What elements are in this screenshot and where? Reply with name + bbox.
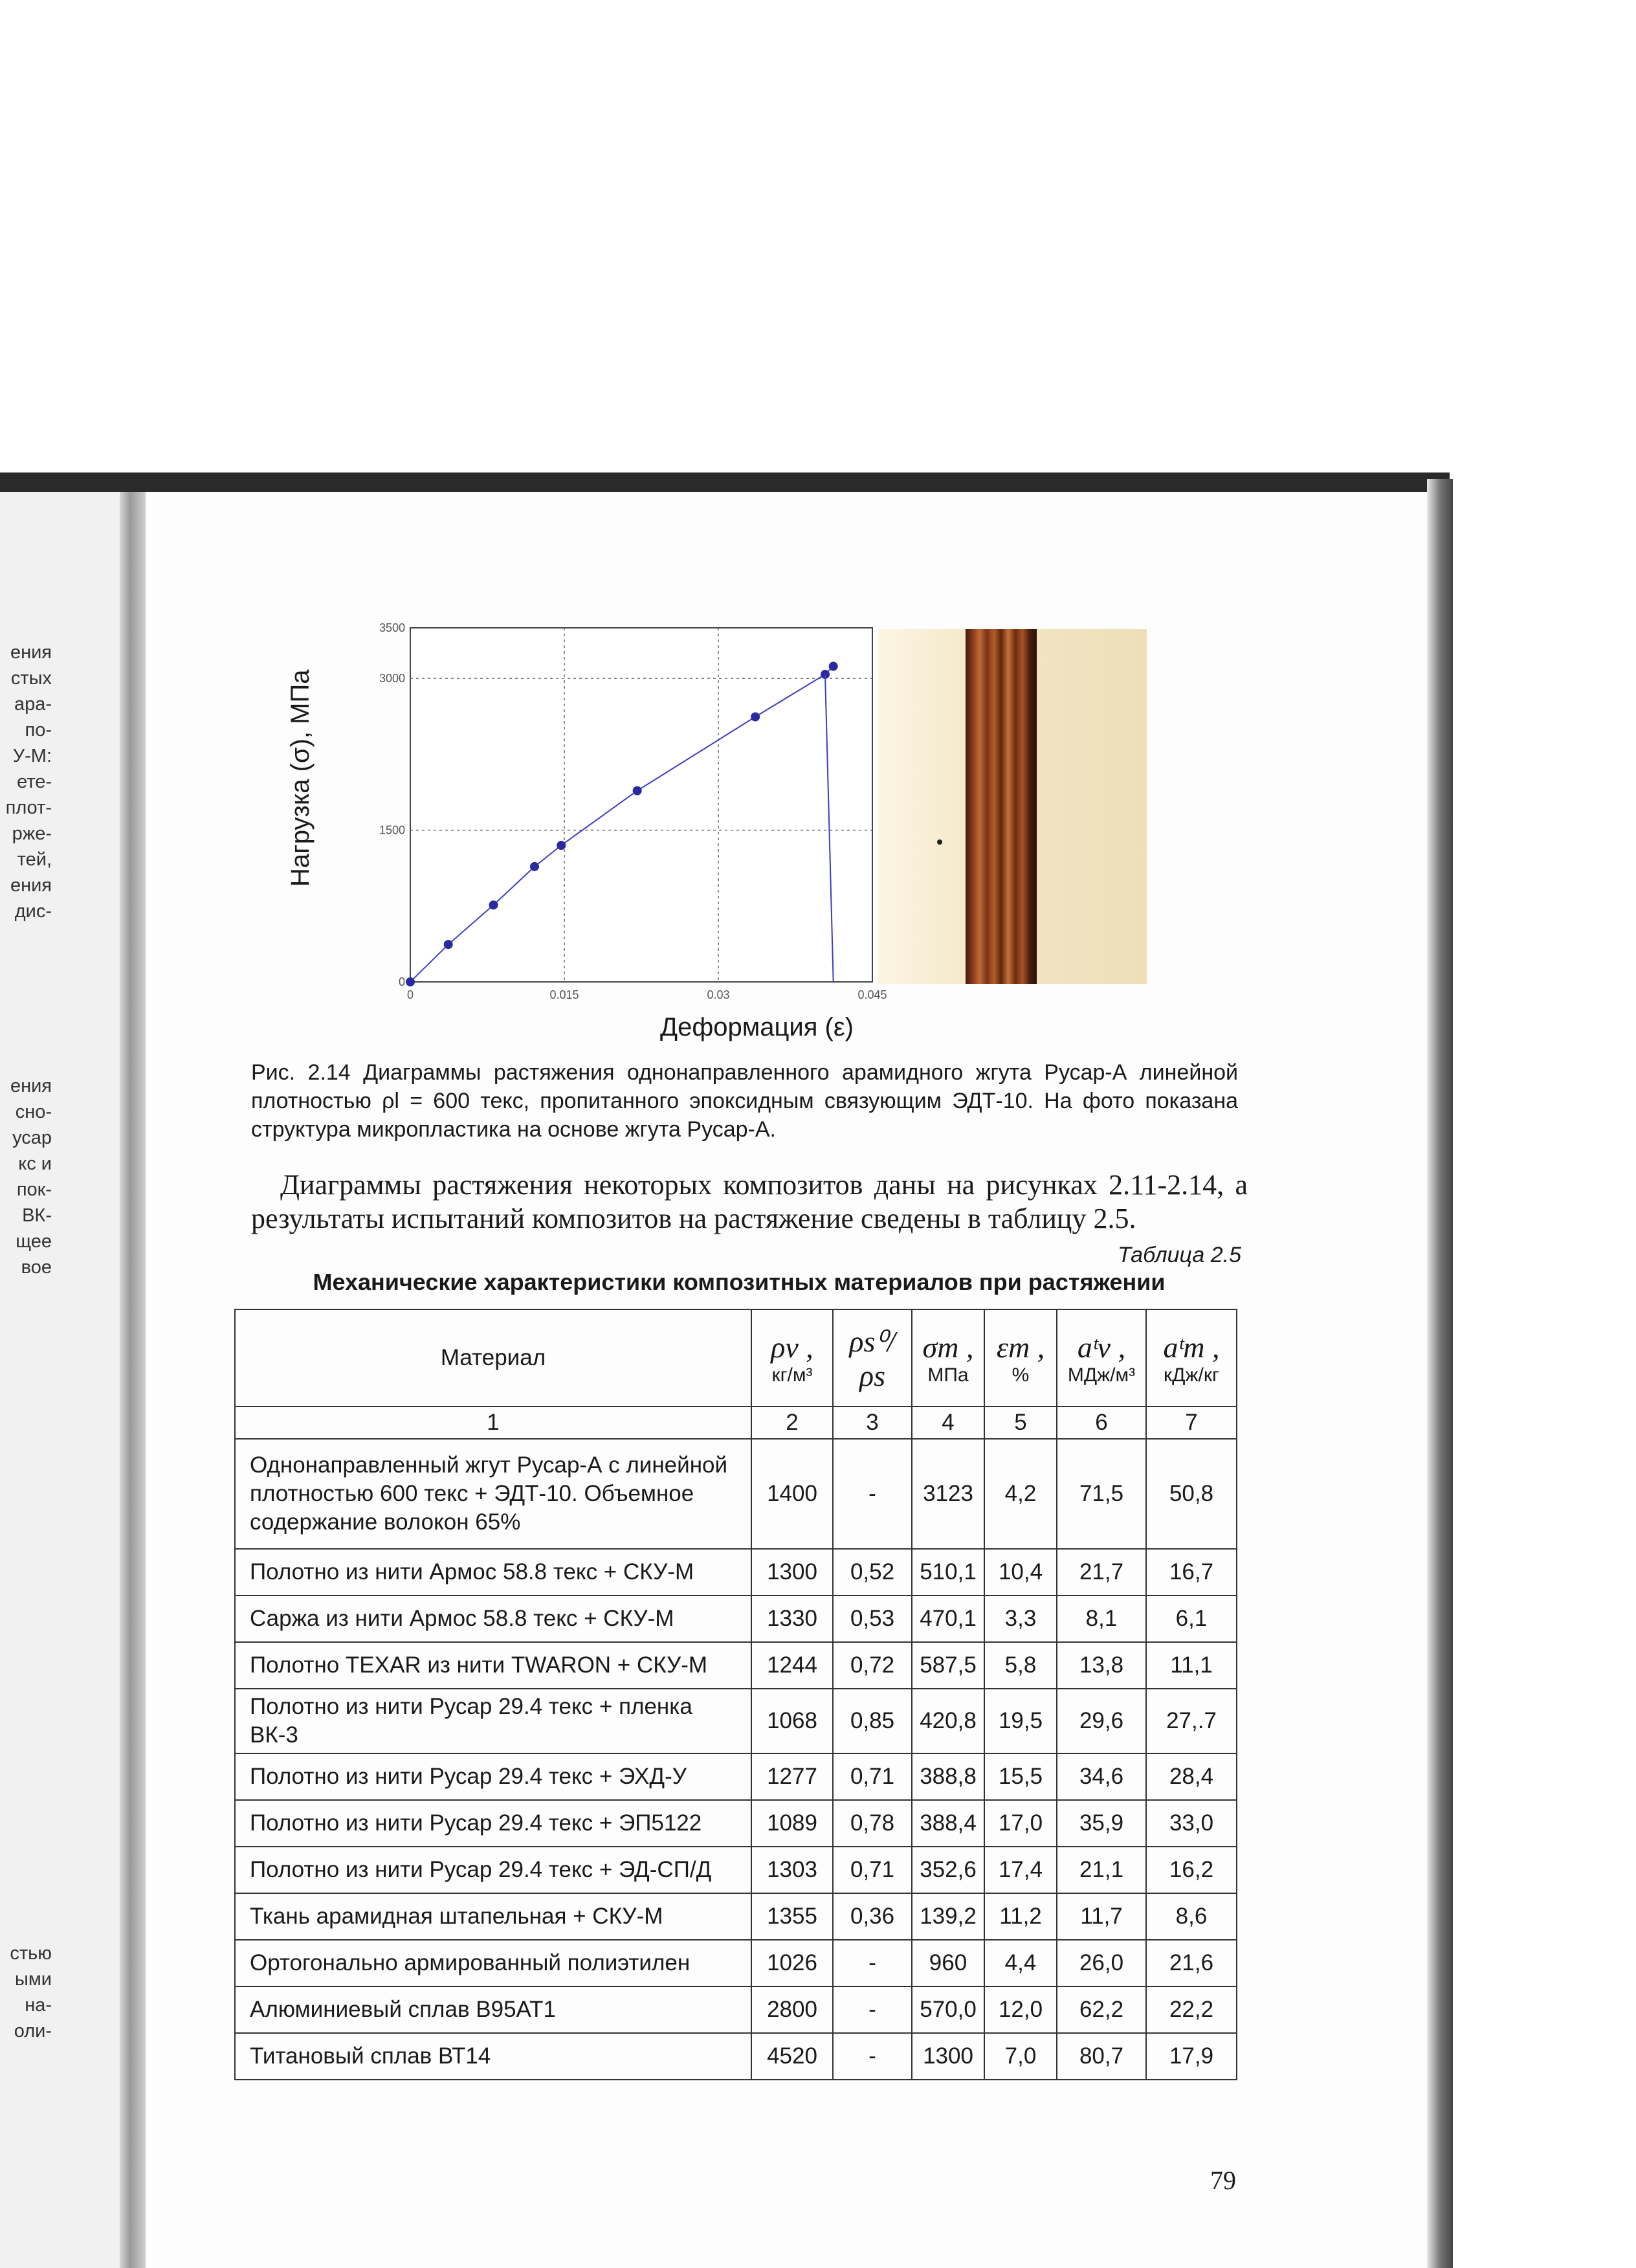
header-strain-symbol: εm , bbox=[996, 1330, 1045, 1364]
material-cell: Титановый сплав ВТ14 bbox=[235, 2033, 751, 2080]
header-density bbox=[751, 1309, 833, 1406]
value-cell: 11,1 bbox=[1146, 1642, 1237, 1689]
value-cell: 4,2 bbox=[984, 1439, 1057, 1549]
column-number: 3 bbox=[833, 1406, 912, 1439]
value-cell: 470,1 bbox=[912, 1595, 984, 1642]
value-cell: 13,8 bbox=[1057, 1642, 1146, 1689]
chart-x-tick-label: 0.03 bbox=[707, 988, 730, 1001]
book-right-edge bbox=[1427, 479, 1453, 2268]
value-cell: - bbox=[833, 1439, 912, 1549]
left-page-fragment: ения bbox=[10, 875, 52, 896]
table-label: Таблица 2.5 bbox=[1118, 1243, 1241, 1267]
chart-x-axis-label: Деформация (ε) bbox=[660, 1013, 854, 1041]
material-cell: Полотно из нити Армос 58.8 текс + СКУ-М bbox=[235, 1549, 751, 1595]
left-page-fragment: ыми bbox=[15, 1969, 52, 1990]
material-cell: Саржа из нити Армос 58.8 текс + СКУ-М bbox=[235, 1595, 751, 1642]
value-cell: 8,1 bbox=[1057, 1595, 1146, 1642]
chart-x-tick-label: 0 bbox=[406, 988, 414, 1001]
material-cell: Полотно TEXAR из нити TWARON + СКУ-М bbox=[235, 1642, 751, 1689]
material-cell: Ткань арамидная штапельная + СКУ-М bbox=[235, 1893, 751, 1940]
value-cell: 960 bbox=[912, 1940, 984, 1986]
value-cell: 0,71 bbox=[833, 1847, 912, 1893]
column-number: 6 bbox=[1057, 1406, 1146, 1439]
value-cell: 1355 bbox=[751, 1893, 833, 1940]
value-cell: 1400 bbox=[751, 1439, 833, 1549]
value-cell: 22,2 bbox=[1146, 1986, 1237, 2033]
column-number: 5 bbox=[984, 1406, 1057, 1439]
left-page-fragment: оли- bbox=[14, 2021, 52, 2041]
chart-data-point bbox=[557, 841, 566, 850]
value-cell: 420,8 bbox=[912, 1689, 984, 1753]
value-cell: 1089 bbox=[751, 1800, 833, 1847]
value-cell: - bbox=[833, 1940, 912, 1986]
value-cell: 10,4 bbox=[984, 1549, 1057, 1595]
left-page-fragment: ВК- bbox=[22, 1205, 52, 1226]
chart-data-point bbox=[633, 786, 642, 795]
left-page-fragment: сно- bbox=[15, 1102, 52, 1122]
chart-y-axis-label: Нагрузка (σ), МПа bbox=[286, 669, 315, 887]
chart-x-tick-label: 0.045 bbox=[857, 988, 887, 1001]
table-row bbox=[235, 1940, 1237, 1986]
table-title: Механические характеристики композитных материалов при растяжении bbox=[313, 1269, 1166, 1295]
left-page-fragment: стых bbox=[10, 668, 52, 689]
header-density-symbol: ρv , bbox=[771, 1330, 813, 1364]
value-cell: 17,4 bbox=[984, 1847, 1057, 1893]
value-cell: 388,4 bbox=[912, 1800, 984, 1847]
chart-x-tick-label: 0.015 bbox=[549, 988, 579, 1001]
header-energy-volume-unit: МДж/м³ bbox=[1067, 1364, 1136, 1386]
body-paragraph: Диаграммы растяжения некоторых композитов даны на рисунках 2.11-2.14, а результаты испытаний композитов на растяжение сведены в таблицу 2.5. bbox=[251, 1169, 1248, 1234]
chart-data-point bbox=[751, 713, 760, 722]
value-cell: 7,0 bbox=[984, 2033, 1057, 2080]
value-cell: 28,4 bbox=[1146, 1753, 1237, 1800]
header-density-ratio bbox=[833, 1309, 912, 1406]
value-cell: 27,.7 bbox=[1146, 1689, 1237, 1753]
value-cell: 34,6 bbox=[1057, 1753, 1146, 1800]
value-cell: 1300 bbox=[751, 1549, 833, 1595]
figure-caption: Рис. 2.14 Диаграммы растяжения однонаправленного арамидного жгута Русар-А линейной плотностью ρl = 600 текс, пропитанного эпоксидным связующим ЭДТ-10. На фото показана структура микропластика на основе жгута Русар-А. bbox=[251, 1060, 1238, 1142]
header-strength-unit: МПа bbox=[927, 1364, 969, 1386]
column-number: 1 bbox=[235, 1406, 751, 1439]
stress-strain-chart bbox=[324, 612, 893, 1032]
left-page-fragment: усар bbox=[12, 1128, 52, 1148]
left-page-fragment: щее bbox=[16, 1231, 52, 1252]
value-cell: - bbox=[833, 2033, 912, 2080]
chart-data-point bbox=[489, 900, 498, 909]
chart-data-point bbox=[444, 940, 453, 949]
chart-y-tick-label: 0 bbox=[398, 975, 405, 988]
table-row bbox=[235, 2033, 1237, 2080]
left-page-fragment: тей, bbox=[17, 849, 52, 870]
value-cell: 0,53 bbox=[833, 1595, 912, 1642]
left-page-fragment: по- bbox=[25, 720, 52, 740]
value-cell: 3,3 bbox=[984, 1595, 1057, 1642]
mechanical-properties-table bbox=[234, 1309, 1237, 2080]
header-strain-unit: % bbox=[1011, 1364, 1030, 1386]
material-cell: Полотно из нити Русар 29.4 текс + ЭХД-У bbox=[235, 1753, 751, 1800]
column-number: 4 bbox=[912, 1406, 984, 1439]
chart-plot-area bbox=[410, 628, 872, 982]
table-row bbox=[235, 1800, 1237, 1847]
table-row bbox=[235, 1689, 1237, 1753]
value-cell: 12,0 bbox=[984, 1986, 1057, 2033]
value-cell: 15,5 bbox=[984, 1753, 1057, 1800]
left-page-fragment: ете- bbox=[17, 772, 52, 792]
value-cell: 33,0 bbox=[1146, 1800, 1237, 1847]
value-cell: 5,8 bbox=[984, 1642, 1057, 1689]
material-cell: Однонаправленный жгут Русар-А с линейной плотностью 600 текс + ЭДТ-10. Объемное содержание волокон 65% bbox=[235, 1439, 751, 1549]
value-cell: 21,7 bbox=[1057, 1549, 1146, 1595]
left-page-fragment: ара- bbox=[14, 694, 52, 715]
value-cell: 62,2 bbox=[1057, 1986, 1146, 2033]
value-cell: 388,8 bbox=[912, 1753, 984, 1800]
material-cell: Алюминиевый сплав В95АТ1 bbox=[235, 1986, 751, 2033]
value-cell: 0,71 bbox=[833, 1753, 912, 1800]
material-cell: Полотно из нити Русар 29.4 текс + пленка ВК-3 bbox=[235, 1689, 751, 1753]
header-density-unit: кг/м³ bbox=[771, 1364, 813, 1386]
value-cell: 1303 bbox=[751, 1847, 833, 1893]
left-page-fragment: пок- bbox=[16, 1179, 52, 1200]
value-cell: 0,78 bbox=[833, 1800, 912, 1847]
table-row bbox=[235, 1642, 1237, 1689]
value-cell: 1026 bbox=[751, 1940, 833, 1986]
value-cell: 17,9 bbox=[1146, 2033, 1237, 2080]
value-cell: 8,6 bbox=[1146, 1893, 1237, 1940]
header-energy-volume-symbol: aᵗv , bbox=[1077, 1330, 1126, 1364]
chart-y-tick-label: 3500 bbox=[379, 621, 405, 634]
value-cell: 510,1 bbox=[912, 1549, 984, 1595]
value-cell: 0,52 bbox=[833, 1549, 912, 1595]
left-page-fragment: на- bbox=[25, 1995, 52, 2016]
value-cell: 587,5 bbox=[912, 1642, 984, 1689]
left-page-fragment: У-М: bbox=[12, 746, 52, 766]
value-cell: 35,9 bbox=[1057, 1800, 1146, 1847]
value-cell: 1244 bbox=[751, 1642, 833, 1689]
value-cell: 80,7 bbox=[1057, 2033, 1146, 2080]
value-cell: 71,5 bbox=[1057, 1439, 1146, 1549]
header-energy-volume bbox=[1057, 1309, 1146, 1406]
fiber-bundle-image bbox=[966, 629, 1037, 984]
value-cell: 0,36 bbox=[833, 1893, 912, 1940]
material-cell: Полотно из нити Русар 29.4 текс + ЭП5122 bbox=[235, 1800, 751, 1847]
header-strength-symbol: σm , bbox=[922, 1330, 974, 1364]
value-cell: 29,6 bbox=[1057, 1689, 1146, 1753]
value-cell: 0,85 bbox=[833, 1689, 912, 1753]
header-energy-mass-unit: кДж/кг bbox=[1164, 1364, 1219, 1386]
value-cell: 0,72 bbox=[833, 1642, 912, 1689]
left-page-fragment: стью bbox=[10, 1943, 52, 1964]
value-cell: 352,6 bbox=[912, 1847, 984, 1893]
value-cell: 26,0 bbox=[1057, 1940, 1146, 1986]
value-cell: 4520 bbox=[751, 2033, 833, 2080]
value-cell: 1068 bbox=[751, 1689, 833, 1753]
value-cell: 139,2 bbox=[912, 1893, 984, 1940]
book-gutter bbox=[120, 492, 146, 2268]
book-top-edge bbox=[0, 472, 1450, 492]
photo-speck bbox=[937, 839, 942, 845]
left-page-fragment: вое bbox=[21, 1257, 52, 1278]
header-energy-mass-symbol: aᵗm , bbox=[1163, 1330, 1220, 1364]
value-cell: 1330 bbox=[751, 1595, 833, 1642]
left-page-fragment: дис- bbox=[14, 901, 52, 922]
chart-y-tick-label: 3000 bbox=[379, 672, 405, 685]
value-cell: 11,2 bbox=[984, 1893, 1057, 1940]
chart-y-tick-label: 1500 bbox=[379, 823, 405, 837]
value-cell: 16,7 bbox=[1146, 1549, 1237, 1595]
table-row bbox=[235, 1847, 1237, 1893]
left-page-fragment: ения bbox=[10, 1076, 52, 1096]
table-row bbox=[235, 1893, 1237, 1940]
value-cell: 1300 bbox=[912, 2033, 984, 2080]
table-row bbox=[235, 1753, 1237, 1800]
header-material: Материал bbox=[235, 1309, 751, 1406]
table-row bbox=[235, 1986, 1237, 2033]
value-cell: 17,0 bbox=[984, 1800, 1057, 1847]
left-page-fragment: кс и bbox=[18, 1153, 52, 1174]
table-header-row bbox=[235, 1309, 1237, 1406]
table-column-numbers-row bbox=[235, 1406, 1237, 1439]
table-row bbox=[235, 1549, 1237, 1595]
header-density-ratio-symbol: ρs⁰/ρs bbox=[849, 1324, 896, 1392]
value-cell: 19,5 bbox=[984, 1689, 1057, 1753]
material-cell: Полотно из нити Русар 29.4 текс + ЭД-СП/Д bbox=[235, 1847, 751, 1893]
table-row bbox=[235, 1595, 1237, 1642]
value-cell: 2800 bbox=[751, 1986, 833, 2033]
value-cell: - bbox=[833, 1986, 912, 2033]
value-cell: 50,8 bbox=[1146, 1439, 1237, 1549]
value-cell: 4,4 bbox=[984, 1940, 1057, 1986]
left-page-fragment: плот- bbox=[5, 797, 52, 818]
column-number: 2 bbox=[751, 1406, 833, 1439]
value-cell: 11,7 bbox=[1057, 1893, 1146, 1940]
header-energy-mass bbox=[1146, 1309, 1237, 1406]
value-cell: 1277 bbox=[751, 1753, 833, 1800]
header-strength bbox=[912, 1309, 984, 1406]
table-body bbox=[235, 1439, 1237, 2080]
chart-data-point bbox=[406, 977, 415, 986]
material-cell: Ортогонально армированный полиэтилен bbox=[235, 1940, 751, 1986]
value-cell: 21,6 bbox=[1146, 1940, 1237, 1986]
left-page-fragment: ения bbox=[10, 642, 52, 663]
table-row bbox=[235, 1439, 1237, 1549]
micro-plastic-photo bbox=[878, 629, 1147, 984]
value-cell: 3123 bbox=[912, 1439, 984, 1549]
page-number: 79 bbox=[1210, 2166, 1236, 2195]
chart-data-point bbox=[530, 862, 539, 871]
left-page-fragment: рже- bbox=[12, 823, 52, 844]
chart-data-point bbox=[829, 662, 838, 671]
value-cell: 16,2 bbox=[1146, 1847, 1237, 1893]
value-cell: 6,1 bbox=[1146, 1595, 1237, 1642]
column-number: 7 bbox=[1146, 1406, 1237, 1439]
value-cell: 21,1 bbox=[1057, 1847, 1146, 1893]
value-cell: 570,0 bbox=[912, 1986, 984, 2033]
header-strain bbox=[984, 1309, 1057, 1406]
